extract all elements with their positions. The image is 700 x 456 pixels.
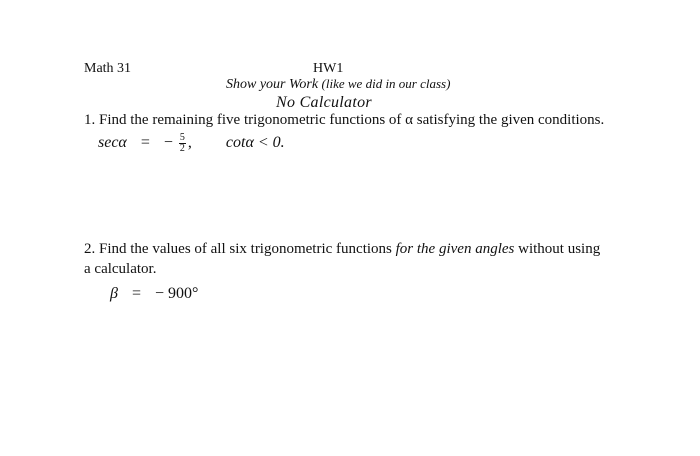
assignment-title: HW1 <box>313 61 344 76</box>
angle-value: − 900° <box>155 285 199 302</box>
equals-sign: = <box>140 134 150 152</box>
course-label: Math 31 <box>84 61 132 76</box>
angle-equals: = <box>131 285 141 302</box>
cotangent-condition: cotα < 0. <box>225 134 285 152</box>
fraction-numerator: 5 <box>179 132 185 143</box>
no-calculator-note: No Calculator <box>276 94 372 111</box>
question-2-text-after: without using <box>518 241 601 257</box>
minus-sign: − <box>163 134 173 152</box>
beta-symbol: β <box>110 285 118 302</box>
question-2-text-before: 2. Find the values of all six trigonometric functions <box>84 241 392 257</box>
angle-equation <box>110 285 198 303</box>
instruction-main: Show your Work <box>226 77 319 92</box>
question-2-text-line2: a calculator. <box>84 261 157 277</box>
fraction-denominator: 2 <box>179 143 185 154</box>
secant-expression: secα <box>98 134 127 152</box>
instruction-paren: (like we did in our class) <box>321 76 451 91</box>
question-1-conditions <box>98 133 285 154</box>
comma-separator: , <box>187 134 192 152</box>
question-1-text: 1. Find the remaining five trigonometric functions of α satisfying the given conditions. <box>84 112 605 128</box>
question-2-text <box>84 241 600 258</box>
fraction <box>179 133 186 154</box>
instruction-line <box>226 76 450 93</box>
question-2-text-italic: for the given angles <box>395 241 515 257</box>
